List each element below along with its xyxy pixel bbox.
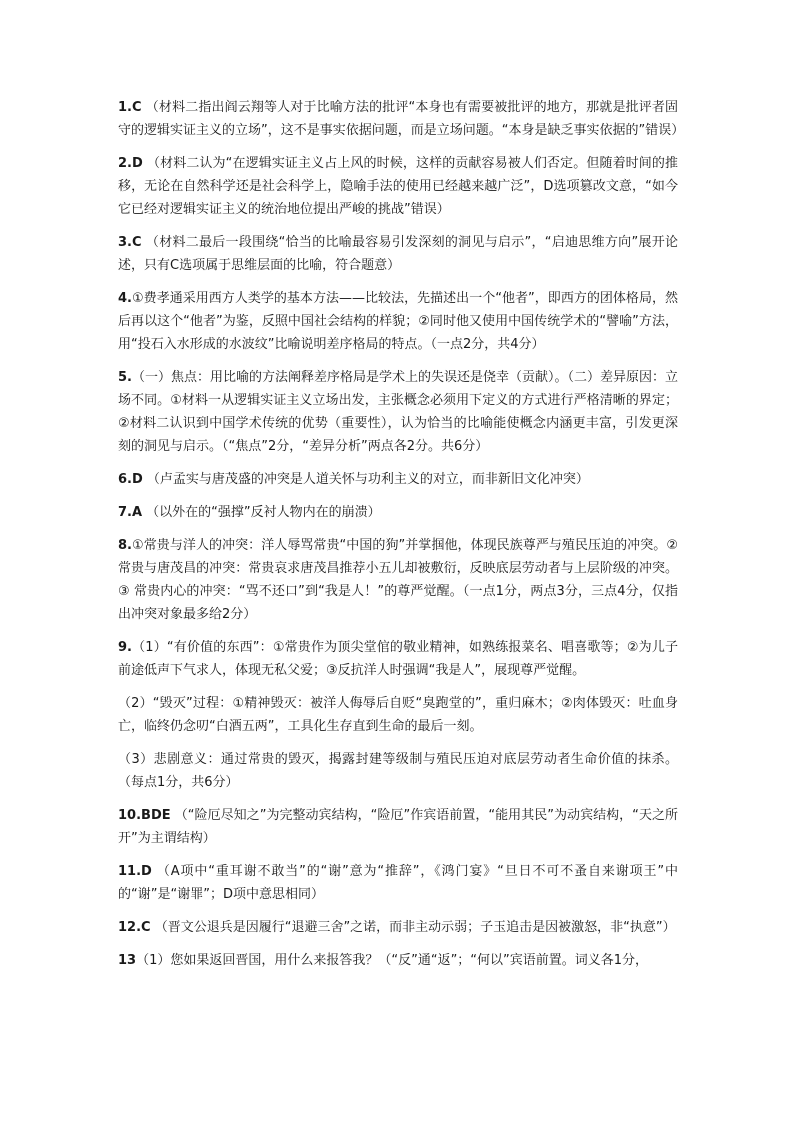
- answer-text: （材料二指出阎云翔等人对于比喻方法的批评“本身也有需要被批评的地方，那就是批评者固守的逻辑实证主义的立场”，这不是事实依据问题，而是立场问题。“本身是缺乏事实依据的”错误）: [118, 100, 685, 138]
- answer-10: [118, 804, 678, 850]
- answer-text: （晋文公退兵是因履行“退避三舍”之诺，而非主动示弱；子玉追击是因被激怒，非“执意”）: [150, 920, 676, 935]
- answer-1: [118, 96, 685, 142]
- answer-11: [118, 860, 678, 906]
- answer-text: （“险厄尽知之”为完整动宾结构，“险厄”作宾语前置，“能用其民”为动宾结构，“天之所开”为主谓结构）: [118, 808, 678, 846]
- answer-number: 2.D: [118, 156, 143, 171]
- answer-9-part-3: [118, 748, 678, 794]
- answer-number: 8.: [118, 538, 132, 553]
- answer-text: （以外在的“强撑”反衬人物内在的崩溃）: [142, 505, 381, 520]
- answer-number: 13: [118, 953, 137, 968]
- answer-text: ①常贵与洋人的冲突：洋人辱骂常贵“中国的狗”并掌掴他，体现民族尊严与殖民压迫的冲突。② 常贵与唐茂昌的冲突：常贵哀求唐茂昌推荐小五儿却被敷衍，反映底层劳动者与上层阶级的冲突。③ 常贵内心的冲突：“骂不还口”到“我是人！”的尊严觉醒。（一点1分，两点3分，三点4分，仅指出冲突对象最多给2分）: [118, 538, 678, 622]
- answer-number: 12.C: [118, 920, 151, 935]
- answer-text: （卢孟实与唐茂盛的冲突是人道关怀与功利主义的对立，而非新旧文化冲突）: [142, 472, 589, 487]
- answer-6: [118, 468, 678, 491]
- answer-12: [118, 916, 678, 939]
- answer-number: 7.A: [118, 505, 143, 520]
- answer-text: （1）您如果返回晋国，用什么来报答我？（“反”通“返”；“何以”宾语前置。词义各1分，: [136, 953, 649, 968]
- answer-text: ①费孝通采用西方人类学的基本方法——比较法，先描述出一个“他者”，即西方的团体格局，然后再以这个“他者”为鉴，反照中国社会结构的样貌；②同时他又使用中国传统学术的“譬喻”方法，用“投石入水形成的水波纹”比喻说明差序格局的特点。（一点2分，共4分）: [118, 291, 678, 352]
- answer-number: 11.D: [118, 864, 152, 879]
- answer-number: 6.D: [118, 472, 143, 487]
- answer-text: （3）悲剧意义：通过常贵的毁灭，揭露封建等级制与殖民压迫对底层劳动者生命价值的抹杀。（每点1分，共6分）: [118, 752, 678, 790]
- answer-text: （一）焦点：用比喻的方法阐释差序格局是学术上的失误还是侥幸（贡献）。（二）差异原因：立场不同。①材料一从逻辑实证主义立场出发，主张概念必须用下定义的方式进行严格清晰的界定；②材料二认识到中国学术传统的优势（重要性），认为恰当的比喻能使概念内涵更丰富，引发更深刻的洞见与启示。（“焦点”2分，“差异分析”两点各2分。共6分）: [118, 370, 678, 454]
- answer-7: [118, 501, 678, 524]
- answer-text: （1）“有价值的东西”：①常贵作为顶尖堂倌的敬业精神，如熟练报菜名、唱喜歌等；②为儿子前途低声下气求人，体现无私父爱；③反抗洋人时强调“我是人”，展现尊严觉醒。: [118, 640, 678, 678]
- answer-4: [118, 287, 678, 356]
- answer-13: [118, 949, 678, 972]
- answer-text: （材料二最后一段围绕“恰当的比喻最容易引发深刻的洞见与启示”，“启迪思维方向”展开论述，只有C选项属于思维层面的比喻，符合题意）: [118, 235, 678, 273]
- answer-number: 5.: [118, 370, 132, 385]
- answer-number: 4.: [118, 291, 132, 306]
- answer-number: 10.BDE: [118, 808, 171, 823]
- answer-text: （材料二认为“在逻辑实证主义占上风的时候，这样的贡献容易被人们否定。但随着时间的推移，无论在自然科学还是社会科学上，隐喻手法的使用已经越来越广泛”，D选项篡改文意，“如今它已经对逻辑实证主义的统治地位提出严峻的挑战”错误）: [118, 156, 678, 217]
- answer-number: 9.: [118, 640, 132, 655]
- answer-key-content: [118, 96, 685, 982]
- answer-text: （2）“毁灭”过程：①精神毁灭：被洋人侮辱后自贬“臭跑堂的”，重归麻木；②肉体毁灭：吐血身亡，临终仍念叨“白酒五两”，工具化生存直到生命的最后一刻。: [118, 696, 678, 734]
- answer-9-part-1: [118, 636, 678, 682]
- answer-number: 3.C: [118, 235, 142, 250]
- answer-8: [118, 534, 678, 626]
- answer-9-part-2: [118, 692, 678, 738]
- answer-3: [118, 231, 678, 277]
- answer-number: 1.C: [118, 100, 142, 115]
- answer-text: （A项中“重耳谢不敢当”的“谢”意为“推辞”，《鸿门宴》“旦日不可不蚤自来谢项王”中的“谢”是“谢罪”；D项中意思相同）: [118, 864, 678, 902]
- answer-2: [118, 152, 678, 221]
- answer-5: [118, 366, 678, 458]
